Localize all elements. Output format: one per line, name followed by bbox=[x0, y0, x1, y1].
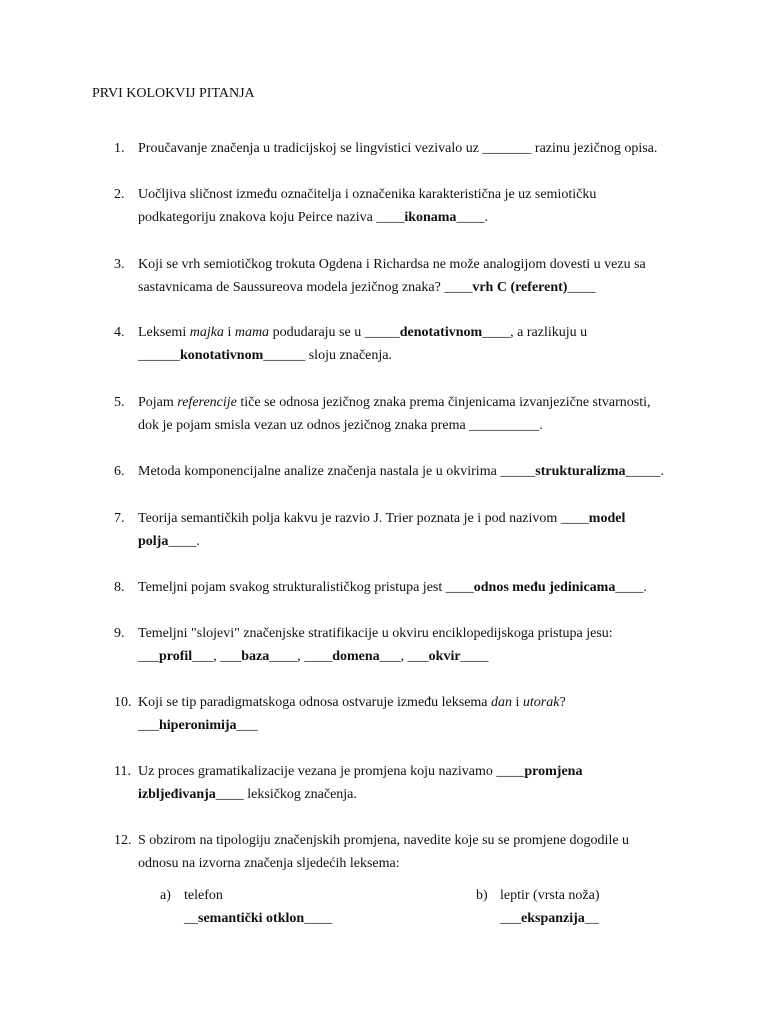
answer-text: vrh C (referent) bbox=[472, 280, 568, 295]
text-run: ____, a razlikuju u bbox=[482, 325, 588, 340]
text-run: i bbox=[512, 695, 523, 710]
italic-term: dan bbox=[491, 695, 513, 710]
text-run: ______ sloju značenja. bbox=[263, 348, 392, 363]
question-text bbox=[138, 622, 682, 668]
question-text bbox=[138, 691, 682, 737]
question-number: 10. bbox=[114, 695, 132, 710]
text-line bbox=[138, 276, 682, 299]
text-run: Uz proces gramatikalizacije vezana je promjena koju nazivamo ____ bbox=[138, 764, 525, 779]
question-text bbox=[138, 183, 682, 229]
question-number: 8. bbox=[114, 580, 125, 595]
answer-text: model bbox=[588, 511, 626, 526]
text-line bbox=[138, 460, 682, 483]
subitem-b bbox=[476, 884, 600, 930]
text-line bbox=[184, 884, 332, 907]
text-run: Teorija semantičkih polja kakvu je razvio J. Trier poznata je i pod nazivom ____ bbox=[138, 511, 589, 526]
text-run: ____ bbox=[460, 649, 489, 664]
answer-text: okvir bbox=[428, 649, 461, 664]
text-line bbox=[138, 829, 682, 852]
text-run: Metoda komponencijalne analize značenja nastala je u okvirima _____ bbox=[138, 464, 536, 479]
text-run: ____ bbox=[567, 280, 596, 295]
text-line bbox=[138, 507, 682, 530]
text-run: Koji se tip paradigmatskoga odnosa ostvaruje između leksema bbox=[138, 695, 492, 710]
text-line bbox=[138, 391, 682, 414]
question-text bbox=[138, 321, 682, 367]
question-12 bbox=[92, 829, 682, 875]
text-run: sastavnicama de Saussureova modela jezičnog znaka? ____ bbox=[138, 280, 473, 295]
text-run: Temeljni "slojevi" značenjske stratifikacije u okviru enciklopedijskoga pristupa jesu: bbox=[138, 626, 613, 641]
question-9 bbox=[92, 622, 682, 668]
answer-text: ikonama bbox=[404, 210, 457, 225]
answer-text: polja bbox=[138, 534, 169, 549]
text-line bbox=[138, 344, 682, 367]
question-text bbox=[138, 576, 682, 599]
text-run: ____. bbox=[456, 210, 488, 225]
answer-text: konotativnom bbox=[180, 348, 264, 363]
text-line bbox=[138, 183, 682, 206]
text-line bbox=[138, 852, 682, 875]
text-run: ____ bbox=[304, 911, 333, 926]
document-title: PRVI KOLOKVIJ PITANJA bbox=[92, 86, 255, 101]
text-line bbox=[138, 691, 682, 714]
text-run: ___, ___ bbox=[379, 649, 429, 664]
question-number: 12. bbox=[114, 833, 132, 848]
answer-text: promjena bbox=[524, 764, 583, 779]
text-run: Leksemi bbox=[138, 325, 190, 340]
question-3 bbox=[92, 253, 682, 299]
question-4 bbox=[92, 321, 682, 367]
subitem-letter: b) bbox=[476, 888, 488, 903]
question-8 bbox=[92, 576, 682, 599]
text-run: ____. bbox=[168, 534, 200, 549]
text-line bbox=[138, 137, 682, 160]
text-run: __ bbox=[184, 911, 198, 926]
text-run: ____ leksičkog značenja. bbox=[215, 787, 357, 802]
italic-term: referencije bbox=[177, 395, 237, 410]
answer-text: baza bbox=[241, 649, 270, 664]
text-run: i bbox=[223, 325, 235, 340]
question-number: 9. bbox=[114, 626, 125, 641]
text-line bbox=[138, 321, 682, 344]
text-run: ____. bbox=[615, 580, 647, 595]
answer-text: domena bbox=[332, 649, 380, 664]
question-11 bbox=[92, 760, 682, 806]
text-line bbox=[500, 884, 600, 907]
subitem-text bbox=[184, 884, 332, 930]
question-text bbox=[138, 391, 682, 437]
answer-text: semantički otklon bbox=[198, 911, 305, 926]
question-text bbox=[138, 137, 682, 160]
question-text bbox=[138, 253, 682, 299]
question-5 bbox=[92, 391, 682, 437]
text-run: telefon bbox=[184, 888, 223, 903]
question-number: 4. bbox=[114, 325, 125, 340]
text-line bbox=[138, 622, 682, 645]
question-text bbox=[138, 760, 682, 806]
text-run: S obzirom na tipologiju značenjskih promjena, navedite koje su se promjene dogodile u bbox=[138, 833, 630, 848]
text-line bbox=[500, 907, 600, 930]
answer-text: hiperonimija bbox=[159, 718, 237, 733]
question-number: 6. bbox=[114, 464, 125, 479]
text-run: ___ bbox=[138, 718, 159, 733]
question-number: 5. bbox=[114, 395, 125, 410]
text-run: ___, ___ bbox=[192, 649, 242, 664]
text-line bbox=[184, 907, 332, 930]
text-run: _____. bbox=[625, 464, 665, 479]
text-run: ? bbox=[559, 695, 566, 710]
question-text bbox=[138, 829, 682, 875]
italic-term: mama bbox=[234, 325, 270, 340]
text-line bbox=[138, 414, 682, 437]
text-run: Uočljiva sličnost između označitelja i označenika karakteristična je uz semiotičku bbox=[138, 187, 597, 202]
text-line bbox=[138, 253, 682, 276]
text-line bbox=[138, 645, 682, 668]
text-run: podudaraju se u _____ bbox=[269, 325, 400, 340]
answer-text: izbljeđivanja bbox=[138, 787, 216, 802]
question-2 bbox=[92, 183, 682, 229]
text-run: Koji se vrh semiotičkog trokuta Ogdena i Richardsa ne može analogijom dovesti u vezu sa bbox=[138, 257, 646, 272]
text-line bbox=[138, 783, 682, 806]
answer-text: odnos među jedinicama bbox=[473, 580, 616, 595]
text-line bbox=[138, 206, 682, 229]
question-number: 1. bbox=[114, 141, 125, 156]
text-run: tiče se odnosa jezičnog znaka prema činjenicama izvanjezične stvarnosti, bbox=[236, 395, 651, 410]
text-line bbox=[138, 576, 682, 599]
question-number: 3. bbox=[114, 257, 125, 272]
answer-text: denotativnom bbox=[399, 325, 483, 340]
italic-term: majka bbox=[189, 325, 224, 340]
text-run: __ bbox=[584, 911, 599, 926]
subitem-text bbox=[500, 884, 600, 930]
text-run: leptir (vrsta noža) bbox=[500, 888, 600, 903]
subitem-a bbox=[160, 884, 332, 930]
text-run: ______ bbox=[138, 348, 180, 363]
italic-term: utorak bbox=[522, 695, 560, 710]
text-run: ___ bbox=[138, 649, 159, 664]
subitem-letter: a) bbox=[160, 888, 171, 903]
question-number: 7. bbox=[114, 511, 125, 526]
question-number: 11. bbox=[114, 764, 131, 779]
text-run: dok je pojam smisla vezan uz odnos jezičnog znaka prema __________. bbox=[138, 418, 543, 433]
question-7 bbox=[92, 507, 682, 553]
answer-text: profil bbox=[159, 649, 193, 664]
question-1 bbox=[92, 137, 682, 160]
text-run: Pojam bbox=[138, 395, 178, 410]
question-text bbox=[138, 460, 682, 483]
text-run: ____, ____ bbox=[269, 649, 333, 664]
question-10 bbox=[92, 691, 682, 737]
question-text bbox=[138, 507, 682, 553]
answer-text: ekspanzija bbox=[521, 911, 585, 926]
question-6 bbox=[92, 460, 682, 483]
text-run: ___ bbox=[500, 911, 521, 926]
text-line bbox=[138, 760, 682, 783]
text-line bbox=[138, 530, 682, 553]
answer-text: strukturalizma bbox=[535, 464, 626, 479]
text-line bbox=[138, 714, 682, 737]
text-run: podkategoriju znakova koju Peirce naziva ____ bbox=[138, 210, 405, 225]
question-number: 2. bbox=[114, 187, 125, 202]
text-run: odnosu na izvorna značenja sljedećih leksema: bbox=[138, 856, 400, 871]
text-run: Temeljni pojam svakog strukturalističkog pristupa jest ____ bbox=[138, 580, 474, 595]
text-run: ___ bbox=[236, 718, 258, 733]
text-run: Proučavanje značenja u tradicijskoj se lingvistici vezivalo uz _______ razinu jezičnog opisa. bbox=[138, 141, 658, 156]
